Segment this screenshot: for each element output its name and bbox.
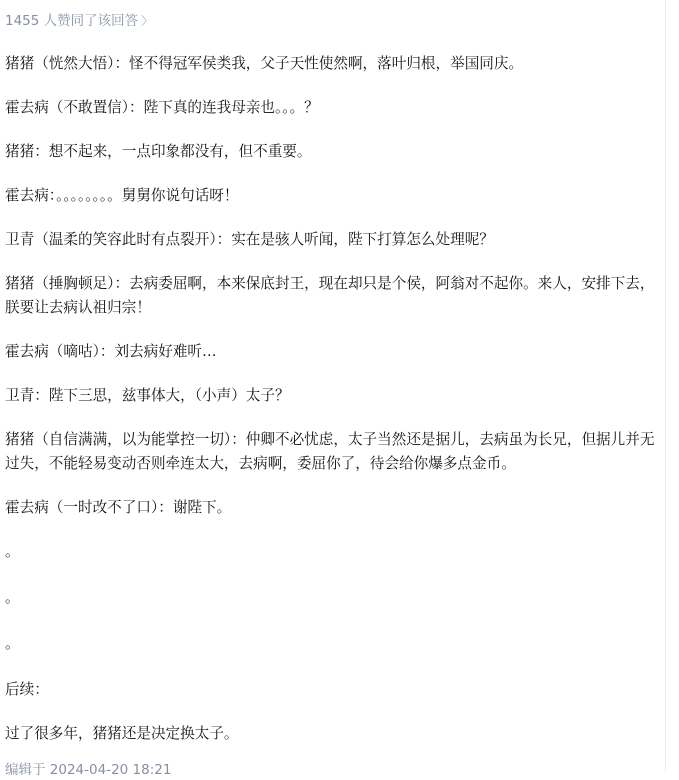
answer-paragraph: 猪猪（自信满满，以为能掌控一切）：仲卿不必忧虑，太子当然还是据儿，去病虽为长兄，但据儿并无过失，不能轻易变动否则牵连太大，去病啊，委屈你了，待会给你爆多点金币。 [5,431,655,472]
answer-paragraph: 猪猪（恍然大悟）：怪不得冠军侯类我，父子天性使然啊，落叶归根，举国同庆。 [5,55,524,72]
answer-paragraph: 。 [5,543,20,560]
answer-paragraph: 过了很多年，猪猪还是决定换太子。 [5,725,239,742]
answer-paragraph: 霍去病（嘀咕）：刘去病好难听… [5,343,217,360]
upvote-count-link[interactable] [5,11,153,31]
answer-paragraph: 。 [5,635,20,652]
answer-paragraph: 霍去病：。。。。。。。。舅舅你说句话呀！ [5,187,239,204]
answer-content [5,52,655,766]
answer-paragraph: 猪猪：想不起来，一点印象都没有，但不重要。 [5,143,312,160]
answer-paragraph: 卫青：陛下三思，兹事体大，（小声）太子？ [5,387,290,404]
answer-paragraph: 猪猪（捶胸顿足）：去病委屈啊，本来保底封王，现在却只是个侯，阿翁对不起你。来人，安排下去，朕要让去病认祖归宗！ [5,275,655,316]
answer-paragraph: 霍去病（不敢置信）：陛下真的连我母亲也。。。？ [5,99,319,116]
answer-paragraph: 卫青（温柔的笑容此时有点裂开）：实在是骇人听闻，陛下打算怎么处理呢？ [5,231,494,248]
answer-paragraph: 后续： [5,681,49,698]
chevron-right-icon: 〉 [141,14,154,28]
answer-paragraph: 。 [5,589,20,606]
edited-timestamp: 编辑于 2024-04-20 18:21 [5,762,172,778]
upvote-count-text: 1455 人赞同了该回答 [5,13,139,29]
answer-paragraph: 霍去病（一时改不了口）：谢陛下。 [5,499,232,516]
